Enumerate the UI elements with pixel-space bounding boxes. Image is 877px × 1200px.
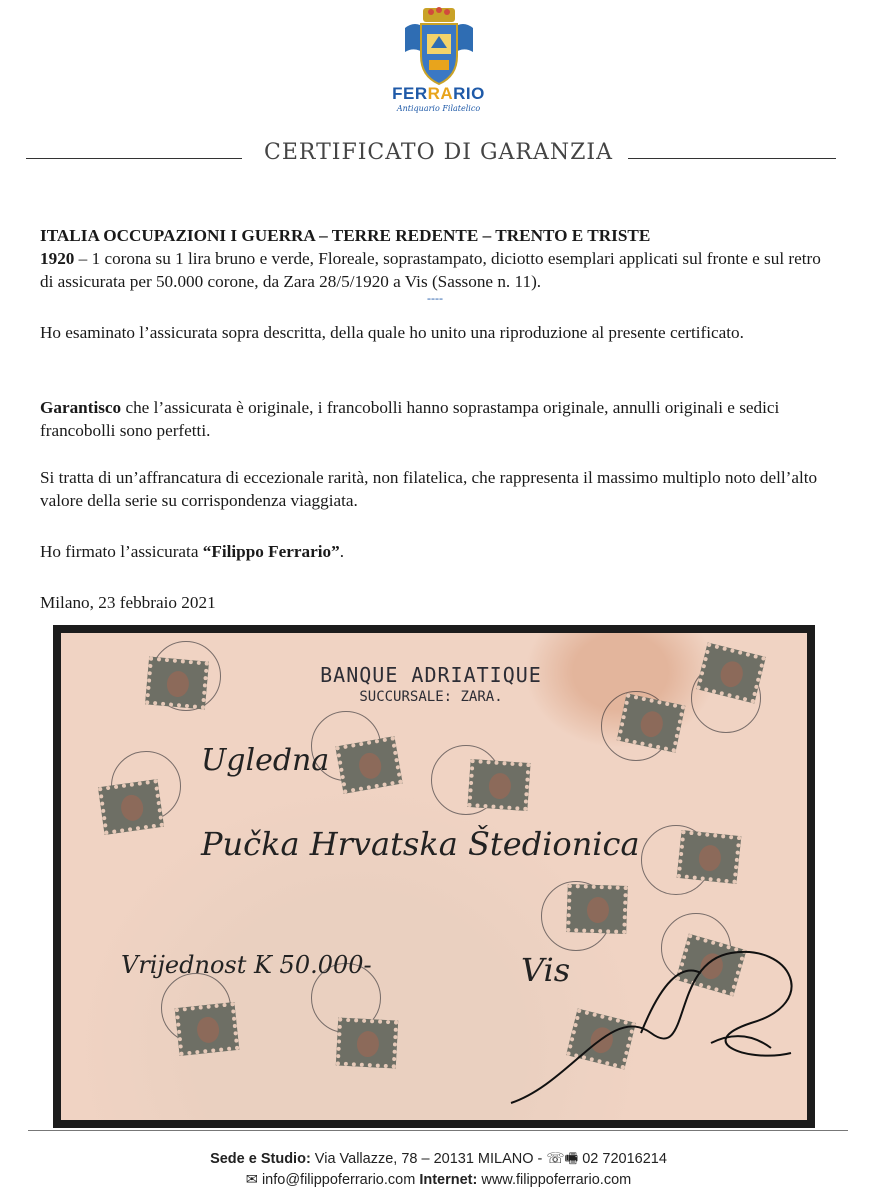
signature-icon	[491, 883, 807, 1120]
bank-branch: SUCCURSALE: ZARA.	[359, 689, 503, 705]
separator: ----	[427, 291, 443, 305]
stamp	[175, 1002, 240, 1056]
certificate-details	[40, 247, 830, 293]
handwritten-addressee-title: Ugledna	[201, 743, 330, 778]
handwritten-destination: Vis	[521, 951, 571, 989]
stamp	[145, 656, 209, 709]
envelope	[61, 633, 807, 1120]
footer-address	[0, 1148, 877, 1173]
guarantee-text: che l’assicurata è originale, i francobolli hanno soprastampa originale, annulli originali e sedici francobolli sono perfetti.	[40, 398, 780, 440]
footer-web-label: Internet:	[419, 1172, 478, 1188]
paragraph-signed	[40, 540, 830, 563]
signed-suffix: .	[339, 542, 345, 561]
paragraph-rarity: Si tratta di un’affrancatura di eccezionale rarità, non filatelica, che rappresenta il massimo multiplo noto dell’alto valore della serie su corrispondenza viaggiata.	[40, 468, 818, 510]
footer-email[interactable]: ✉ info@filippoferrario.com	[245, 1172, 416, 1188]
stamp	[335, 736, 402, 794]
brand-subtitle: Antiquario Filatelico	[396, 104, 481, 113]
stamp	[336, 1017, 398, 1068]
guarantee-label: Garantisco	[40, 398, 122, 417]
handwritten-addressee: Pučka Hrvatska Štedionica	[201, 825, 640, 863]
footer-rule	[28, 1130, 848, 1131]
paragraph-examined: Ho esaminato l’assicurata sopra descritta, della quale ho unito una riproduzione al presente certificato.	[40, 323, 744, 342]
place-date: Milano, 23 febbraio 2021	[40, 593, 216, 612]
stamp	[677, 830, 742, 884]
certificate-details-text: – 1 corona su 1 lira bruno e verde, Floreale, soprastampato, diciotto esemplari applicati sul fronte e sul retro di assicurata per 50.000 corone, da Zara 28/5/1920 a Vis (Sassone n. 11).	[40, 249, 821, 291]
logo	[0, 6, 877, 113]
signed-prefix: Ho firmato l’assicurata	[40, 542, 203, 561]
footer-contacts	[0, 1172, 877, 1188]
footer-web[interactable]: www.filippoferrario.com	[477, 1172, 632, 1188]
stamp	[467, 759, 530, 811]
signer-name: “Filippo Ferrario”	[202, 542, 340, 561]
handwritten-value: Vrijednost K 50.000-	[121, 951, 372, 979]
crest-icon	[401, 6, 477, 86]
page-title: CERTIFICATO DI GARANZIA	[264, 140, 613, 165]
certificate-description	[40, 224, 830, 303]
paragraph-guarantee	[40, 396, 830, 442]
footer-address-label: Sede e Studio:	[210, 1151, 311, 1167]
stamp	[98, 779, 164, 835]
envelope-photo	[53, 625, 815, 1128]
certificate-year: 1920	[40, 249, 75, 268]
brand-name: FERRARIO	[392, 84, 485, 103]
footer-address-text: Via Vallazze, 78 – 20131 MILANO - ☏🖷 02 72016214	[310, 1151, 667, 1167]
bank-name: BANQUE ADRIATIQUE	[320, 663, 542, 687]
certificate-heading: ITALIA OCCUPAZIONI I GUERRA – TERRE REDENTE – TRENTO E TRISTE	[40, 226, 651, 245]
